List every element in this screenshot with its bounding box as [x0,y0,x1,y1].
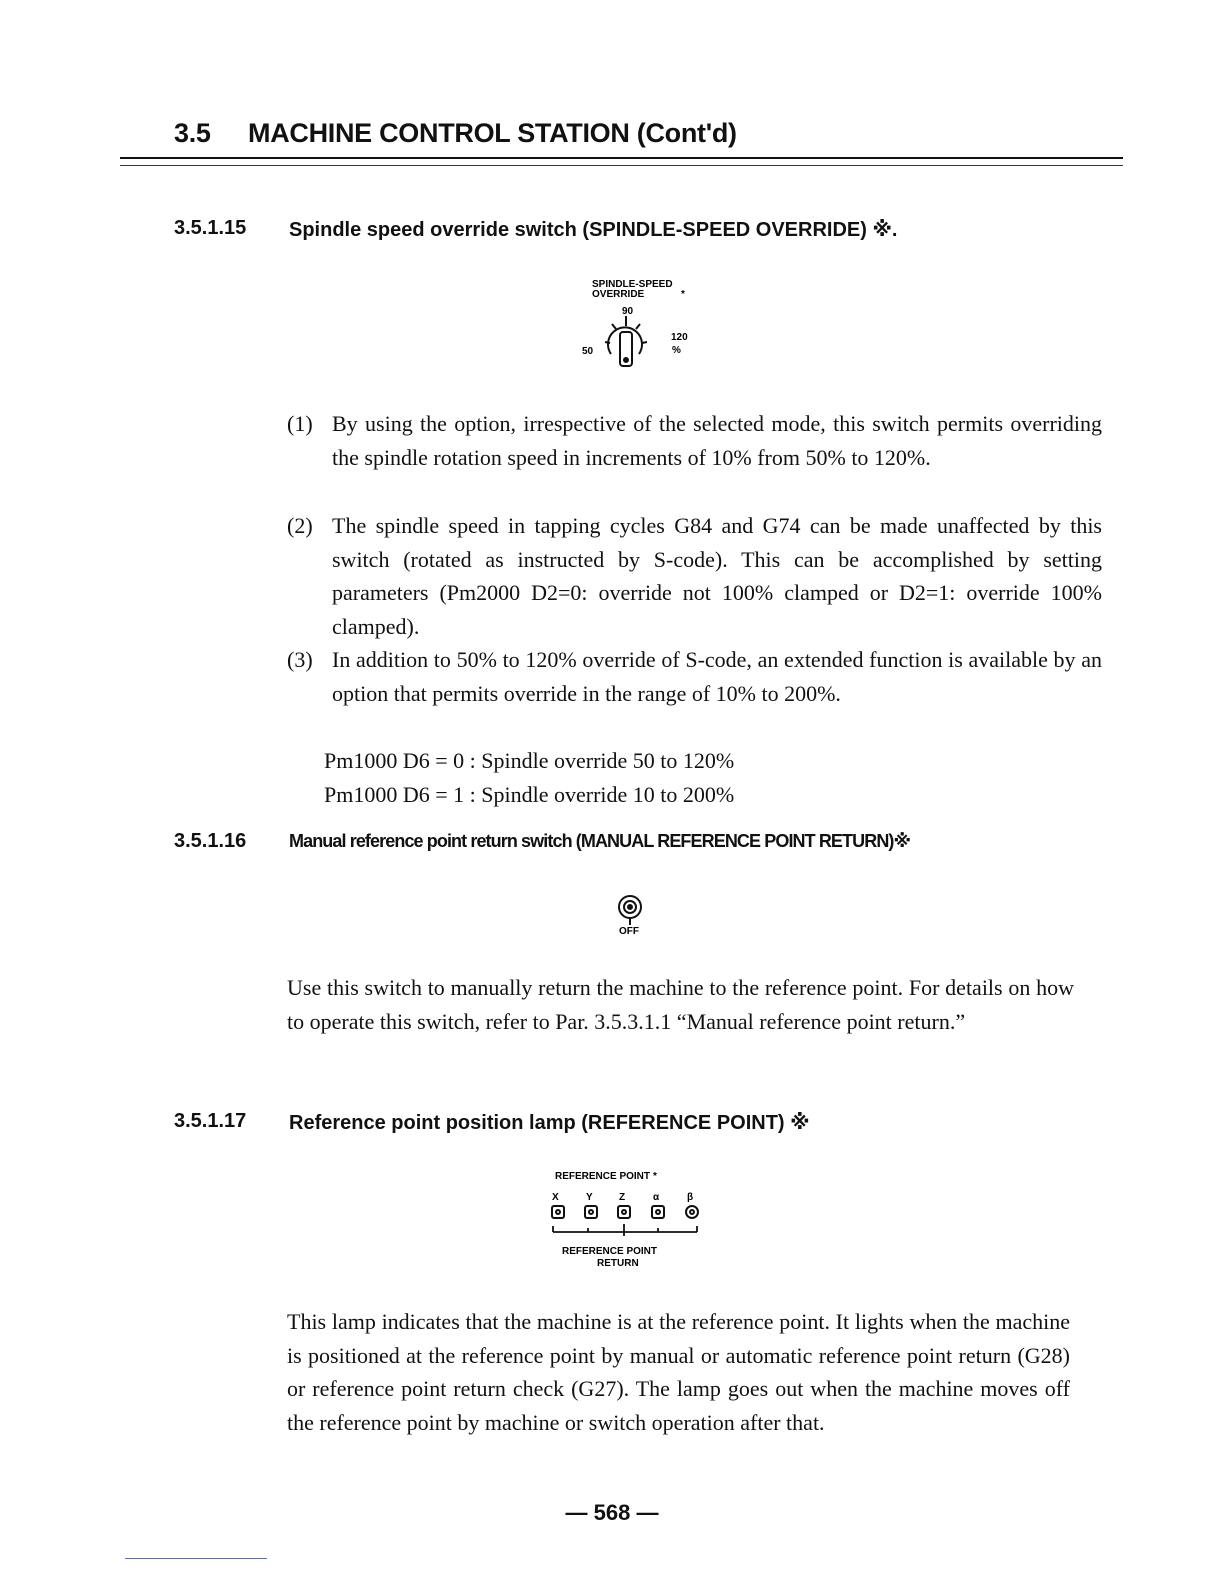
lamps-top-mark: * [653,1171,657,1182]
dial-unit: % [672,345,681,356]
list-item-text: In addition to 50% to 120% override of S-code, an extended function is available by an option that permits override in the range of 10% to 200%. [332,647,1102,706]
lamp-beta-icon [686,1206,698,1218]
header-rule [120,157,1123,159]
lamp-axis-alpha-label: α [653,1192,660,1203]
dial-label-line2: OVERRIDE [592,289,645,300]
lamp-axis-y-label: Y [586,1192,593,1203]
lamp-axis-beta-label: β [687,1192,694,1203]
header-section-number: 3.5 [174,118,211,148]
section-17-paragraph: This lamp indicates that the machine is at the reference point. It lights when the machine is positioned at the reference point by manual or automatic reference point return (G28) or reference point return check (G27). The lamp goes out when the machine moves off the reference point by machine or switch operation after that. [287,1309,1070,1435]
section-15-title: Spindle speed override switch (SPINDLE-SPEED OVERRIDE) ※. [289,219,898,241]
list-item-marker: (1) [287,411,313,436]
list-item-text: By using the option, irrespective of the selected mode, this switch permits overriding the spindle rotation speed in increments of 10% from 50% to 120%. [332,411,1102,470]
list-item [287,407,1102,474]
lamp-x-icon [552,1206,564,1218]
dial-knob-icon [605,316,647,366]
parameter-setting-2: Pm1000 D6 = 1 : Spindle override 10 to 200% [324,782,735,807]
lamp-axis-z-label: Z [619,1192,626,1203]
list-item [287,643,1102,710]
lamps-bottom-label-line2: RETURN [597,1258,639,1269]
dial-tick-120: 120 [671,332,688,343]
footer-rule [125,1558,267,1559]
header-section-title: MACHINE CONTROL STATION (Cont'd) [248,118,737,148]
section-17-number: 3.5.1.17 [174,1110,247,1132]
lamp-alpha-icon [652,1206,664,1218]
lamps-top-label: REFERENCE POINT [555,1171,651,1182]
lamp-z-icon [618,1206,630,1218]
spindle-override-dial-figure [575,272,705,372]
dial-label-mark: * [681,289,685,300]
switch-off-label: OFF [619,926,639,937]
section-16-number: 3.5.1.16 [174,830,247,852]
list-item [287,509,1102,643]
page-header [174,118,737,149]
manual-return-switch-figure [612,893,648,937]
dial-label-line1: SPINDLE-SPEED [592,279,673,290]
reference-point-lamps-figure [548,1164,720,1276]
pushbutton-lamp-icon [619,896,641,925]
lamp-y-icon [585,1206,597,1218]
parameter-setting-1: Pm1000 D6 = 0 : Spindle override 50 to 120% [324,748,735,773]
page-number: — 568 — [565,1500,659,1525]
dial-tick-90: 90 [622,306,634,317]
dial-tick-50: 50 [582,346,594,357]
lamps-bottom-label-line1: REFERENCE POINT [562,1246,658,1257]
lamps-bracket [553,1224,697,1236]
section-16-title: Manual reference point return switch (MANUAL REFERENCE POINT RETURN)※ [289,831,911,851]
section-17-title: Reference point position lamp (REFERENCE POINT) ※ [289,1112,810,1134]
lamp-axis-x-label: X [552,1192,559,1203]
list-item-marker: (2) [287,513,313,538]
section-16-paragraph: Use this switch to manually return the machine to the reference point. For details on how to operate this switch, refer to Par. 3.5.3.1.1 “Manual reference point return.” [287,975,1074,1034]
list-item-marker: (3) [287,647,313,672]
header-rule-thin [120,165,1123,166]
section-15-number: 3.5.1.15 [174,217,247,239]
list-item-text: The spindle speed in tapping cycles G84 and G74 can be made unaffected by this switch (rotated as instructed by S-code). This can be accomplished by setting parameters (Pm2000 D2=0: override not 100% clamped or D2=1: override 100% clamped). [332,513,1102,639]
